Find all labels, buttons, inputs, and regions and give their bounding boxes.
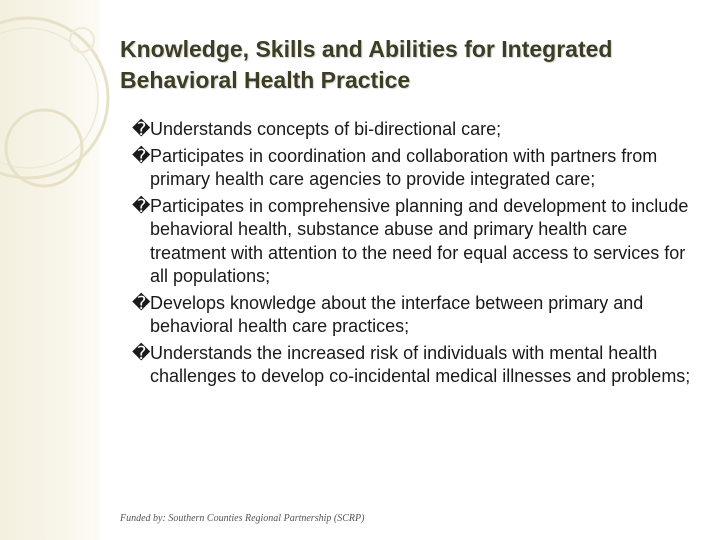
bullet-list: [132, 118, 692, 392]
bullet-text: Develops knowledge about the interface between primary and behavioral health care practices;: [150, 292, 644, 336]
bullet-glyph-icon: �: [132, 195, 151, 217]
bullet-text: Understands the increased risk of individuals with mental health challenges to develop co-incidental medical illnesses and problems;: [150, 342, 691, 386]
bullet-item: [132, 145, 692, 192]
deco-ring-small: [6, 110, 82, 186]
bullet-item: [132, 342, 692, 389]
deco-ring-large: [0, 18, 108, 178]
bullet-item: [132, 292, 692, 339]
bullet-glyph-icon: �: [132, 119, 151, 140]
bullet-glyph-icon: �: [132, 292, 151, 314]
bullet-item: [132, 118, 692, 142]
decorative-rings: [0, 0, 120, 260]
bullet-text: Participates in comprehensive planning and development to include behavioral health, substance abuse and primary health care treatment with attention to the need for equal access to services for all populations;: [150, 195, 689, 286]
bullet-item: [132, 195, 692, 289]
bullet-glyph-icon: �: [132, 342, 151, 364]
bullet-glyph-icon: �: [132, 145, 151, 167]
footer-funding-note: Funded by: Southern Counties Regional Partnership (SCRP): [120, 513, 365, 524]
bullet-text: Understands concepts of bi-directional care;: [150, 119, 502, 139]
slide-title: Knowledge, Skills and Abilities for Integrated Behavioral Health Practice: [120, 36, 613, 93]
bullet-text: Participates in coordination and collaboration with partners from primary health care agencies to provide integrated care;: [150, 145, 658, 189]
